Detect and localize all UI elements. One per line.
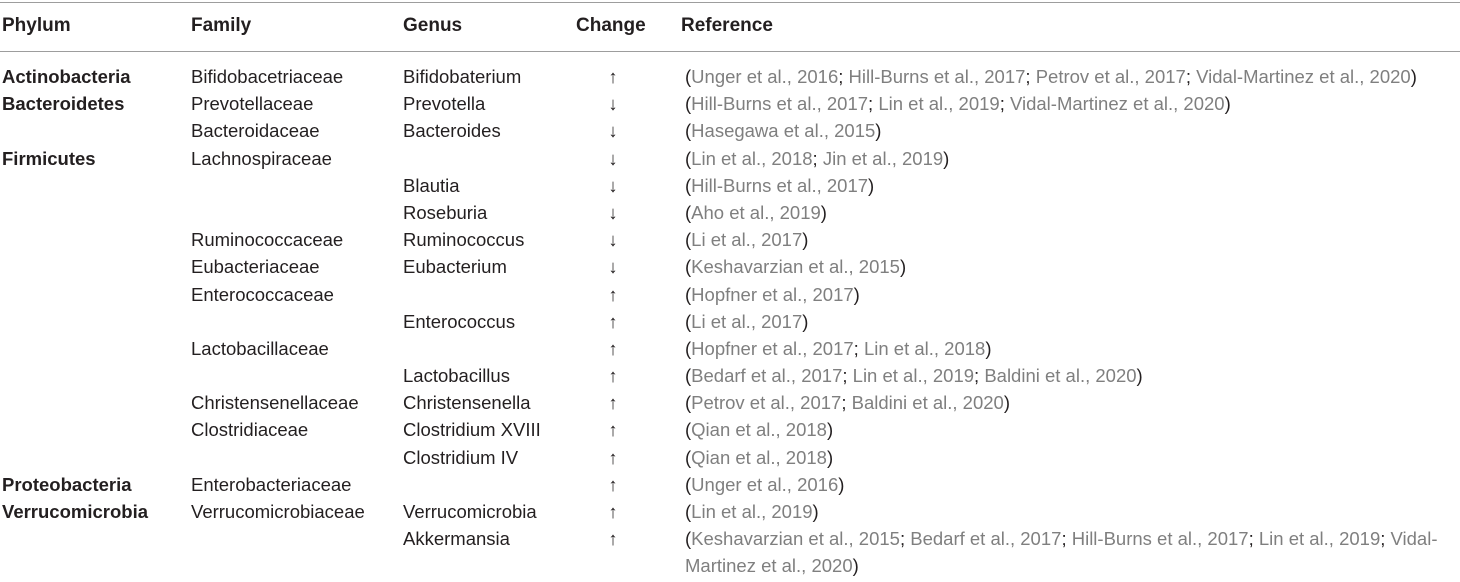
citation-link[interactable]: Lin et al., 2019 (852, 365, 975, 387)
citation-link[interactable]: Unger et al., 2016 (691, 473, 839, 495)
citation-link[interactable]: Lin et al., 2019 (878, 93, 1000, 115)
table-row (0, 389, 1460, 416)
citation-link[interactable]: Aho et al., 2019 (691, 201, 821, 223)
table-row (0, 498, 1460, 525)
citation-link[interactable]: Lin et al., 2018 (863, 337, 986, 359)
top-rule (0, 2, 1460, 3)
family-cell: Clostridiaceae (191, 419, 309, 441)
change-arrow: ↓ (608, 201, 618, 223)
citation-link[interactable]: Bedarf et al., 2017 (910, 528, 1062, 550)
change-arrow: ↓ (608, 229, 618, 251)
genus-cell: Lactobacillus (403, 365, 510, 387)
reference-cell: (Li et al., 2017) (685, 229, 809, 251)
table-body (0, 63, 1460, 579)
change-arrow: ↑ (608, 419, 618, 441)
citation-link[interactable]: Li et al., 2017 (691, 310, 803, 332)
change-arrow: ↑ (608, 501, 618, 522)
genus-cell: Christensenella (403, 392, 531, 414)
citation-link[interactable]: Lin et al., 2018 (691, 147, 813, 169)
genus-cell: Prevotella (403, 93, 486, 115)
citation-link[interactable]: Petrov et al., 2017 (1035, 66, 1186, 87)
table-row (0, 416, 1460, 443)
table-row (0, 253, 1460, 280)
family-cell: Ruminococcaceae (191, 229, 344, 251)
family-cell: Bacteroidaceae (191, 120, 320, 142)
family-cell: Enterobacteriaceae (191, 473, 352, 495)
reference-cell: (Hill-Burns et al., 2017; Lin et al., 2019; Vidal-Martinez et al., 2020) (685, 93, 1231, 115)
table-row (0, 525, 1460, 579)
reference-cell: (Hopfner et al., 2017) (685, 283, 860, 305)
change-arrow: ↑ (608, 337, 618, 359)
genus-cell: Enterococcus (403, 310, 516, 332)
reference-cell: (Qian et al., 2018) (685, 419, 834, 441)
citation-link[interactable]: Hill-Burns et al., 2017 (1071, 528, 1249, 550)
change-arrow: ↑ (608, 310, 618, 332)
table-row (0, 362, 1460, 389)
change-arrow: ↑ (608, 392, 618, 414)
header-reference: Reference (681, 15, 773, 36)
change-arrow: ↓ (608, 147, 618, 169)
table-row (0, 172, 1460, 199)
table-row (0, 145, 1460, 172)
table-row (0, 63, 1460, 90)
citation-link[interactable]: Li et al., 2017 (691, 229, 803, 251)
change-arrow: ↓ (608, 120, 618, 142)
reference-cell: (Bedarf et al., 2017; Lin et al., 2019; Baldini et al., 2020) (685, 365, 1143, 387)
citation-link[interactable]: Qian et al., 2018 (691, 446, 827, 468)
reference-cell: (Unger et al., 2016) (685, 473, 845, 495)
change-arrow: ↑ (608, 446, 618, 468)
reference-cell: (Hill-Burns et al., 2017) (685, 174, 875, 196)
table-row (0, 226, 1460, 253)
table-row (0, 444, 1460, 471)
table-row (0, 90, 1460, 117)
citation-link[interactable]: Vidal-Martinez et al., 2020 (1196, 66, 1411, 87)
table-row (0, 471, 1460, 498)
genus-cell: Roseburia (403, 201, 488, 223)
citation-link[interactable]: Hopfner et al., 2017 (691, 283, 854, 305)
table-row (0, 199, 1460, 226)
reference-cell: (Qian et al., 2018) (685, 446, 834, 468)
citation-link[interactable]: Qian et al., 2018 (691, 419, 827, 441)
genus-cell: Bifidobaterium (403, 66, 522, 87)
reference-cell: (Li et al., 2017) (685, 310, 809, 332)
citation-link[interactable]: Lin et al., 2019 (1258, 528, 1381, 550)
citation-link[interactable]: Hill-Burns et al., 2017 (691, 93, 869, 115)
citation-link[interactable]: Jin et al., 2019 (822, 147, 944, 169)
reference-cell: (Unger et al., 2016; Hill-Burns et al., 2017; Petrov et al., 2017; Vidal-Martinez et al., 2020) (685, 66, 1417, 87)
family-cell: Lactobacillaceae (191, 337, 329, 359)
citation-link[interactable]: Petrov et al., 2017 (691, 392, 842, 414)
citation-link[interactable]: Vidal-Martinez et al., 2020 (1009, 93, 1225, 115)
phylum-cell: Bacteroidetes (2, 93, 125, 115)
phylum-cell: Firmicutes (2, 147, 96, 169)
header-family: Family (191, 15, 252, 36)
genus-cell: Verrucomicrobia (403, 501, 537, 522)
reference-cell: (Keshavarzian et al., 2015; Bedarf et al., 2017; Hill-Burns et al., 2017; Lin et al., 2019; Vidal-Martinez et al., 2020) (685, 528, 1438, 577)
phylum-cell: Actinobacteria (2, 66, 131, 87)
citation-link[interactable]: Keshavarzian et al., 2015 (691, 528, 900, 550)
family-cell: Verrucomicrobiaceae (191, 501, 365, 522)
table-row (0, 117, 1460, 144)
genus-cell: Akkermansia (403, 528, 510, 550)
table-row (0, 281, 1460, 308)
phylum-cell: Proteobacteria (2, 473, 132, 495)
genus-cell: Clostridium IV (403, 446, 519, 468)
family-cell: Prevotellaceae (191, 93, 314, 115)
header-phylum: Phylum (2, 15, 71, 36)
citation-link[interactable]: Hopfner et al., 2017 (691, 337, 854, 359)
phylum-cell: Verrucomicrobia (2, 501, 149, 522)
citation-link[interactable]: Hill-Burns et al., 2017 (691, 174, 869, 196)
change-arrow: ↓ (608, 256, 618, 278)
reference-cell: (Hasegawa et al., 2015) (685, 120, 882, 142)
reference-cell: (Lin et al., 2018; Jin et al., 2019) (685, 147, 950, 169)
table-row (0, 308, 1460, 335)
family-cell: Christensenellaceae (191, 392, 359, 414)
citation-link[interactable]: Keshavarzian et al., 2015 (691, 256, 900, 278)
genus-cell: Bacteroides (403, 120, 501, 142)
family-cell: Bifidobacetriaceae (191, 66, 344, 87)
citation-link[interactable]: Hasegawa et al., 2015 (691, 120, 876, 142)
family-cell: Eubacteriaceae (191, 256, 320, 278)
genus-cell: Eubacterium (403, 256, 507, 278)
table-row (0, 335, 1460, 362)
family-cell: Lachnospiraceae (191, 147, 332, 169)
citation-link[interactable]: Unger et al., 2016 (691, 66, 839, 87)
change-arrow: ↓ (608, 93, 618, 115)
genus-cell: Clostridium XVIII (403, 419, 541, 441)
family-cell: Enterococcaceae (191, 283, 334, 305)
change-arrow: ↑ (608, 283, 618, 305)
change-arrow: ↑ (608, 365, 618, 387)
citation-link[interactable]: Baldini et al., 2020 (984, 365, 1137, 387)
reference-cell: (Keshavarzian et al., 2015) (685, 256, 907, 278)
change-arrow: ↑ (608, 528, 618, 550)
header-rule (0, 51, 1460, 52)
change-arrow: ↑ (608, 473, 618, 495)
citation-link[interactable]: Bedarf et al., 2017 (691, 365, 843, 387)
reference-cell: (Hopfner et al., 2017; Lin et al., 2018) (685, 337, 992, 359)
change-arrow: ↓ (608, 174, 618, 196)
reference-cell: (Aho et al., 2019) (685, 201, 827, 223)
header-genus: Genus (403, 15, 463, 36)
citation-link[interactable]: Baldini et al., 2020 (851, 392, 1004, 414)
reference-cell: (Petrov et al., 2017; Baldini et al., 2020) (685, 392, 1010, 414)
citation-link[interactable]: Hill-Burns et al., 2017 (848, 66, 1026, 87)
genus-cell: Blautia (403, 174, 460, 196)
change-arrow: ↑ (608, 66, 618, 87)
citation-link[interactable]: Lin et al., 2019 (691, 501, 813, 522)
genus-cell: Ruminococcus (403, 229, 525, 251)
header-change: Change (576, 15, 646, 36)
reference-cell: (Lin et al., 2019) (685, 501, 819, 522)
citation-link[interactable]: Vidal-Martinez et al., 2020 (685, 528, 1438, 577)
